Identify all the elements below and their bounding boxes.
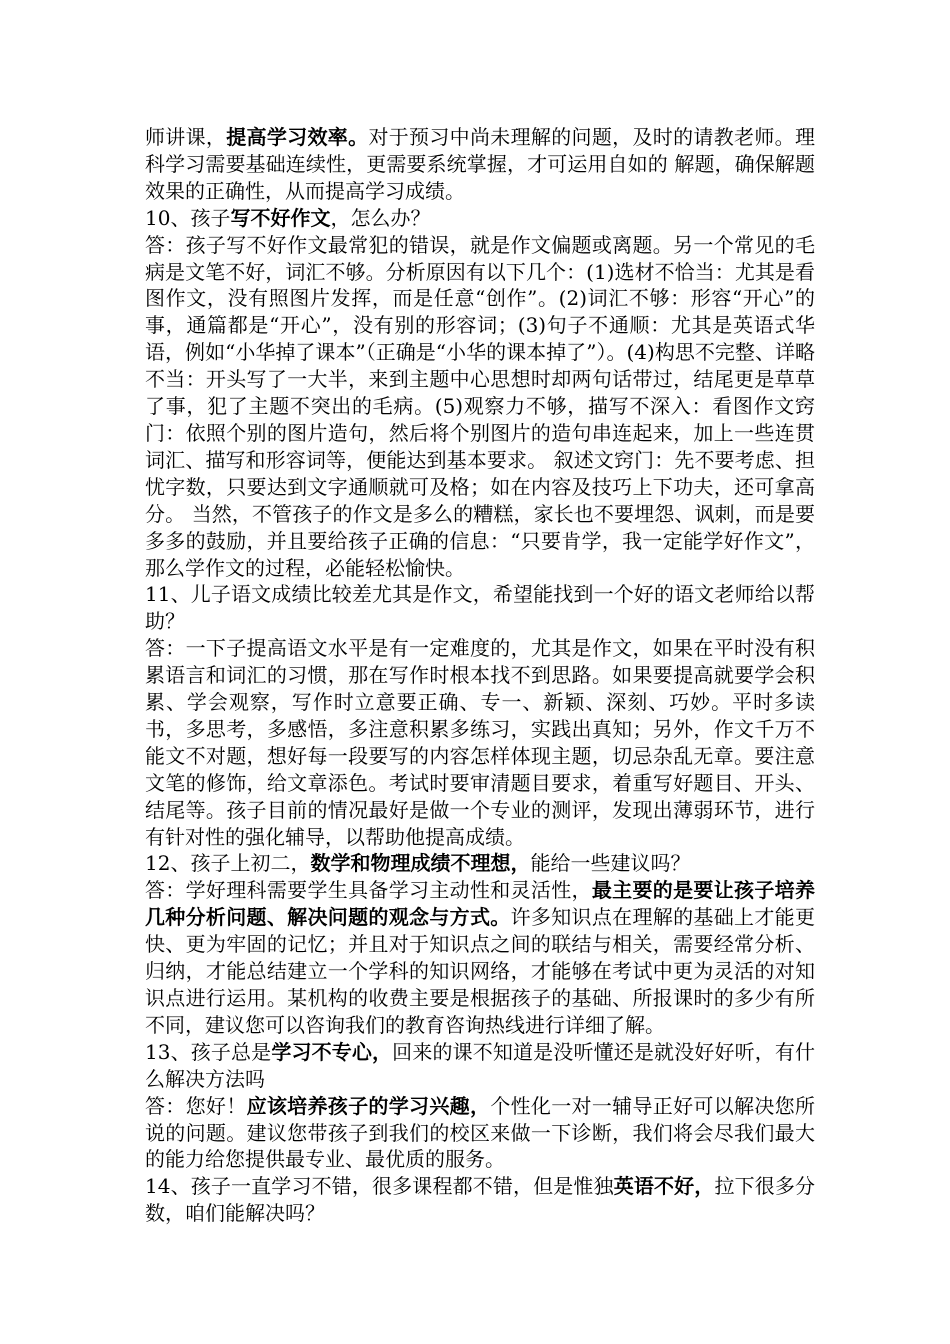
text-segment: 师讲课， (145, 125, 227, 149)
text-segment: 答：一下子提高语文水平是有一定难度的，尤其是作文，如果在平时没有积累语言和词汇的习惯，那在写作时根本找不到思路。如果要提高就要学会积累、学会观察，写作时立意要正确、专一、新颖、深刻、巧妙。平时多读书，多思考，多感悟，多注意积累多练习，实践出真知；另外，作文千万不能文不对题，想好每一段要写的内容怎样体现主题，切忌杂乱无章。要注意文笔的修饰，给文章添色。考试时要审清题目要求，着重写好题目、开头、结尾等。孩子目前的情况最好是做一个专业的测评，发现出薄弱环节，进行有针对性的强化辅导，以帮助他提高成绩。 (145, 636, 815, 849)
text-segment: 13、孩子总是 (145, 1039, 272, 1064)
text-segment: 12、孩子上初二， (145, 851, 311, 876)
bold-text-segment: 最主要的是要让孩子培养几种分析问题、解决问题的观念与方式。 (145, 878, 815, 930)
text-segment: 回来的课不知道是没听懂还是就没好好听，有什么解决方法吗 (145, 1039, 816, 1091)
answer-10 (145, 232, 815, 582)
question-12 (145, 850, 815, 877)
text-segment: 11、儿子语文成绩比较差尤其是作文，希望能找到一个好的语文老师给以帮助？ (145, 582, 815, 634)
text-segment: 拉下很多分数，咱们能解决吗？ (145, 1174, 816, 1226)
paragraph-study-efficiency (145, 124, 815, 205)
question-13 (145, 1039, 815, 1093)
answer-12 (145, 877, 815, 1038)
document-body (145, 124, 815, 1227)
text-segment: 10、孩子 (145, 205, 231, 230)
text-segment: 答：孩子写不好作文最常犯的错误，就是作文偏题或离题。另一个常见的毛病是文笔不好，词汇不够。分析原因有以下几个：(1)选材不恰当：尤其是看图作文，没有照图片发挥，而是任意“创作”。(2)词汇不够：形容“开心”的事，通篇都是“开心”，没有别的形容词；(3)句子不通顺：尤其是英语式华语，例如“小华掉了课本”（正确是“小华的课本掉了”）。(4)构思不完整、详略不当：开头写了一大半，来到主题中心思想时却两句话带过，结尾更是草草了事，犯了主题不突出的毛病。(5)观察力不够，描写不深入：看图作文窍门：依照个别的图片造句，然后将个别图片的造句串连起来，加上一些连贯词汇、描写和形容词等，便能达到基本要求。 叙述文窍门：先不要考虑、担忧字数，只要达到文字通顺就可及格；如在内容及技巧上下功夫，还可拿高分。 当然，不管孩子的作文是多么的糟糕，家长也不要埋怨、讽刺，而是要多多的鼓励，并且要给孩子正确的信息：“只要肯学，我一定能学好作文”，那么学作文的过程，必能轻松愉快。 (145, 232, 815, 580)
text-segment: 许多知识点在理解的基础上才能更快、更为牢固的记忆；并且对于知识点之间的联结与相关，需要经常分析、归纳，才能总结建立一个学科的知识网络，才能够在考试中更为灵活的对知识点进行运用。某机构的收费主要是根据孩子的基础、所报课时的多少有所不同，建议您可以咨询我们的教育咨询热线进行详细了解。 (145, 905, 815, 1037)
text-segment: 个性化一对一辅导正好可以解决您所说的问题。建议您带孩子到我们的校区来做一下诊断，我们将会尽我们最大的能力给您提供最专业、最优质的服务。 (145, 1093, 815, 1172)
question-10 (145, 205, 815, 232)
bold-text-segment: 提高学习效率。 (226, 125, 369, 149)
bold-text-segment: 数学和物理成绩不理想， (310, 851, 531, 876)
bold-text-segment: 学习不专心， (271, 1039, 393, 1064)
question-11 (145, 581, 815, 635)
text-segment: ，怎么办？ (330, 205, 431, 230)
question-14 (145, 1173, 815, 1227)
bold-text-segment: 应该培养孩子的学习兴趣， (246, 1093, 491, 1118)
text-segment: 能给一些建议吗？ (530, 851, 691, 876)
text-segment: 14、孩子一直学习不错，很多课程都不错，但是惟独 (145, 1174, 614, 1199)
answer-13 (145, 1093, 815, 1174)
bold-text-segment: 写不好作文 (230, 205, 331, 230)
answer-11 (145, 635, 815, 850)
text-segment: 答：学好理科需要学生具备学习主动性和灵活性， (145, 878, 592, 903)
text-segment: 对于预习中尚未理解的问题，及时的请教老师。理科学习需要基础连续性，更需要系统掌握，才可运用自如的 解题，确保解题效果的正确性，从而提高学习成绩。 (145, 125, 815, 203)
bold-text-segment: 英语不好， (613, 1174, 715, 1199)
text-segment: 答：您好！ (145, 1093, 247, 1118)
